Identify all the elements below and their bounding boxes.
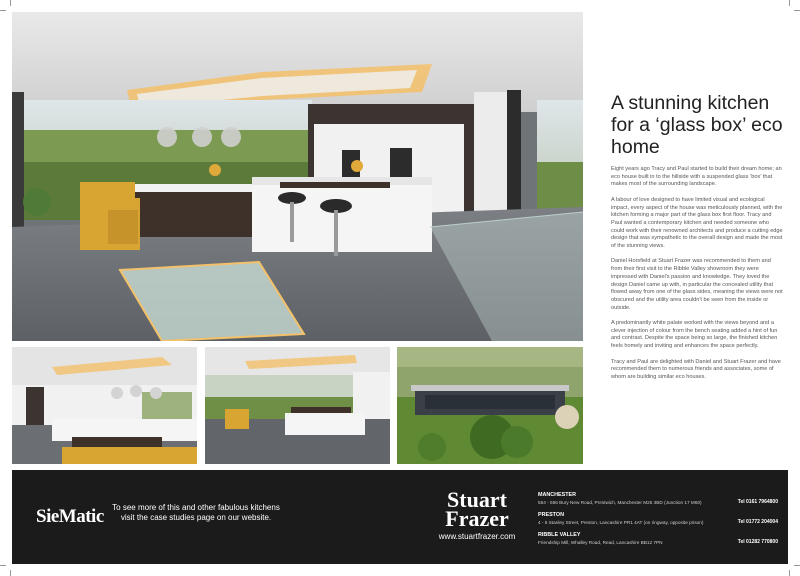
- crop-mark: [789, 0, 790, 6]
- article-paragraph: Eight years ago Tracy and Paul started to build their dream home; an eco house built in to the hillside with a suspended glass ‘box’ that makes most of the surrounding landscape.: [611, 166, 782, 188]
- article-headline: A stunning kitchen for a ‘glass box’ eco home: [611, 92, 783, 158]
- siematic-logo: SieMatic: [36, 506, 104, 527]
- location-phone: Tel 0161 7964800: [737, 499, 778, 505]
- article-body: [611, 166, 783, 389]
- crop-mark: [794, 565, 800, 566]
- article-paragraph: A predominantly white palate worked with the views beyond and a clever injection of colour from the bench seating added a hint of fun and contrast. Despite the space being so large, the finished kitchen feels homely and inviting and enhances the space perfectly.: [611, 320, 778, 350]
- location-name: RIBBLE VALLEY: [538, 532, 581, 538]
- footer-banner: [12, 470, 788, 564]
- location-item: [538, 512, 778, 532]
- location-address: 554 - 556 Bury New Road, Prestwich, Manchester M25 3BD (Junction 17 M60): [538, 500, 702, 505]
- promo-text: [106, 503, 286, 523]
- main-kitchen-photo: [12, 12, 583, 341]
- logo-line: Stuart: [447, 487, 507, 512]
- article-paragraph: A labour of love designed to have limited visual and ecological impact, every aspect of the house was meticulously planned, with the kitchen forming a major part of the glass box first floor. Tracy and Paul wanted a contemporary kitchen and needed someone who could work with their renowned architects and produce a cutting edge design that was sympathetic to the overall design and made the most of the stunning views.: [611, 196, 783, 250]
- website-link[interactable]: www.stuartfrazer.com: [438, 532, 516, 541]
- stuart-frazer-logo: [436, 487, 518, 531]
- promo-line: visit the case studies page on our website.: [120, 513, 272, 522]
- location-name: PRESTON: [538, 512, 564, 518]
- crop-mark: [10, 0, 11, 6]
- location-name: MANCHESTER: [538, 492, 577, 498]
- promo-line: To see more of this and other fabulous kitchens: [112, 503, 280, 512]
- logo-line: Frazer: [445, 506, 509, 531]
- showroom-locations: [538, 492, 778, 552]
- kitchen-photo-middle: [205, 347, 390, 464]
- crop-mark: [10, 570, 11, 576]
- crop-mark: [0, 10, 6, 11]
- location-address: Friendship Mill, Whalley Road, Read, Lancashire BB12 7PN: [538, 540, 663, 545]
- crop-mark: [794, 10, 800, 11]
- crop-mark: [0, 565, 6, 566]
- crop-mark: [789, 570, 790, 576]
- location-item: [538, 492, 778, 512]
- location-address: 4 - 6 Stanley Street, Preston, Lancashire PR1 4AT (on ringway, opposite prison): [538, 520, 704, 525]
- location-item: [538, 532, 778, 552]
- house-exterior-photo: [397, 347, 583, 464]
- location-phone: Tel 01772 204004: [737, 519, 778, 525]
- article-paragraph: Daniel Horsfield at Stuart Frazer was recommended to them and from their first visit to the Ribble Valley showroom they were impressed with Daniel's passion and knowledge. They loved the design Daniel came up with, in particular the concealed utility that flowed away from one of the glass sides, meaning the views were not obscured and the utility area couldn't be seen from the inside or outside.: [611, 258, 783, 311]
- article-paragraph: Tracy and Paul are delighted with Daniel and Stuart Frazer and have recommended them to numerous friends and associates, some of whom are building similar eco houses.: [611, 358, 781, 380]
- location-phone: Tel 01282 770800: [737, 539, 778, 545]
- kitchen-photo-left: [12, 347, 197, 464]
